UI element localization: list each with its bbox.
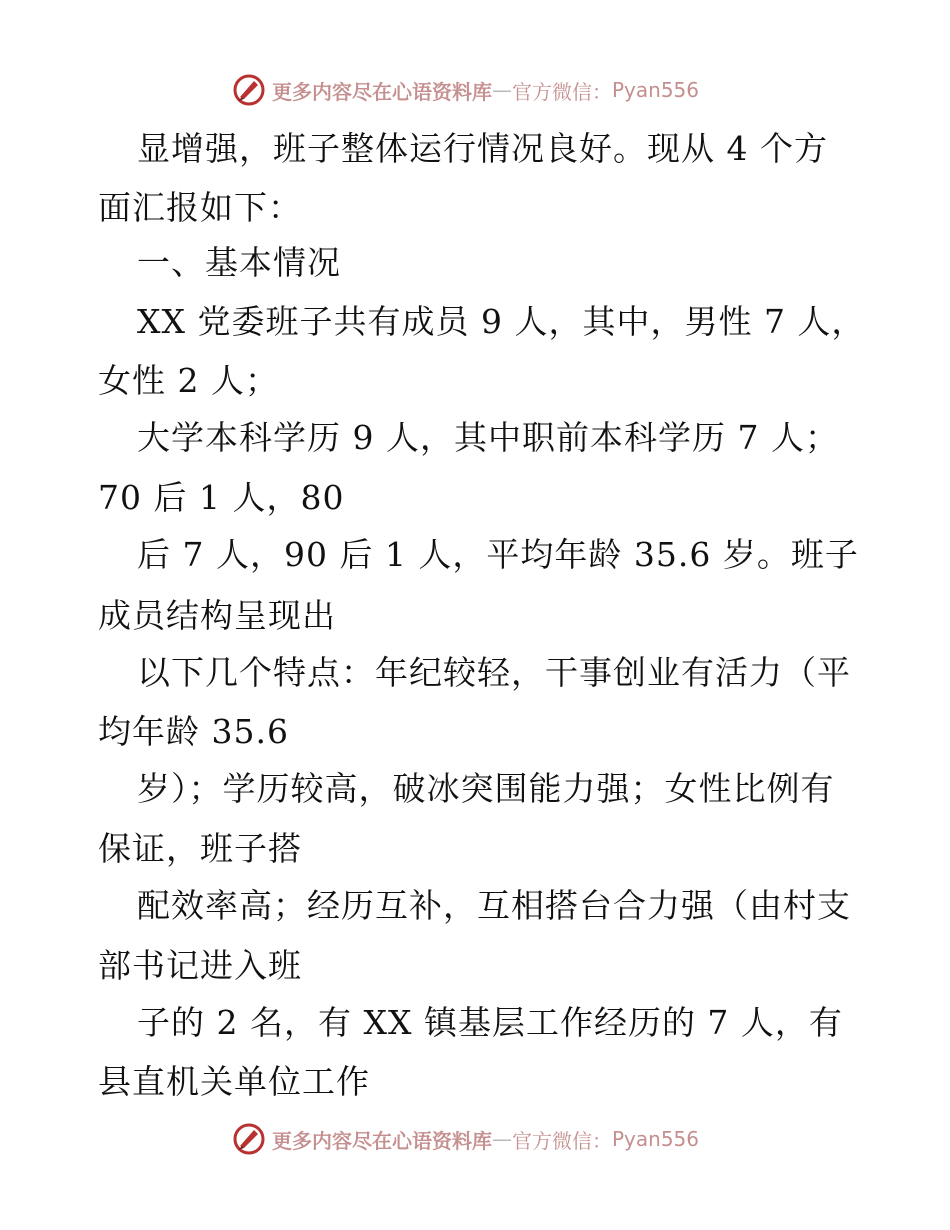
body-line: XX 党委班子共有成员 9 人，其中，男性 7 人， (137, 302, 866, 341)
body-line: 保证，班子搭 (98, 829, 302, 868)
section-heading: 一、基本情况 (137, 243, 341, 282)
watermark-account: 官方微信： (512, 79, 612, 104)
footer-watermark (232, 1121, 699, 1157)
body-line: 大学本科学历 9 人，其中职前本科学历 7 人； (137, 418, 839, 457)
body-line: 成员结构呈现出 (98, 596, 336, 635)
body-line: 70 后 1 人，80 (98, 478, 345, 517)
body-line: 部书记进入班 (98, 946, 302, 985)
body-line: 后 7 人，90 后 1 人，平均年龄 35.6 岁。班子 (137, 535, 859, 574)
watermark-account: 官方微信： (512, 1128, 612, 1153)
body-line: 均年龄 35.6 (98, 712, 289, 751)
watermark-text: 更多内容尽在心语资料库 (272, 1128, 492, 1153)
body-line: 岁）；学历较高，破冰突围能力强；女性比例有 (137, 769, 835, 808)
watermark-dash: — (492, 78, 512, 102)
body-line: 子的 2 名，有 XX 镇基层工作经历的 7 人，有 (137, 1003, 843, 1042)
pen-logo-icon (232, 1122, 266, 1156)
body-line: 女性 2 人； (98, 361, 279, 400)
watermark-dash: — (492, 1127, 512, 1151)
watermark-id: Pyan556 (612, 1127, 700, 1151)
header-watermark (232, 72, 699, 108)
body-line: 县直机关单位工作 (98, 1062, 370, 1101)
watermark-id: Pyan556 (612, 78, 700, 102)
pen-logo-icon (232, 73, 266, 107)
body-line: 面汇报如下： (98, 188, 302, 227)
body-line: 以下几个特点：年纪较轻，干事创业有活力（平 (137, 653, 851, 692)
body-line: 配效率高；经历互补，互相搭台合力强（由村支 (137, 886, 851, 925)
watermark-text: 更多内容尽在心语资料库 (272, 79, 492, 104)
body-line: 显增强，班子整体运行情况良好。现从 4 个方 (137, 129, 828, 168)
